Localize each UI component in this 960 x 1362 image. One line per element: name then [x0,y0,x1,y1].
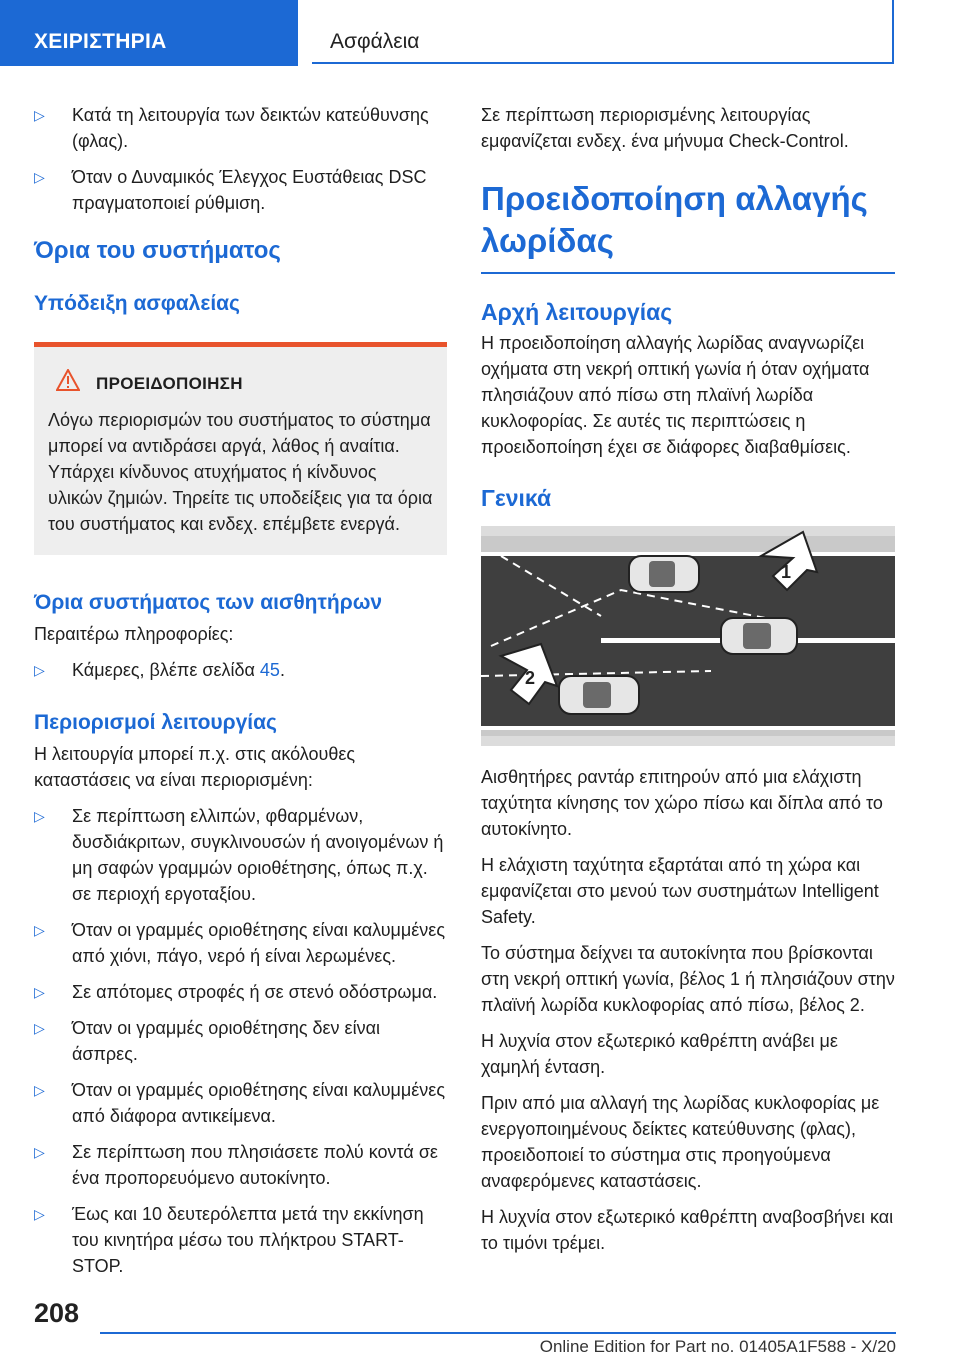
list-item [34,657,447,683]
intro-text: Σε περίπτωση περιορισμένης λειτουργίας εμφανίζεται ενδεχ. ένα μήνυμα Check-Control. [481,105,849,151]
left-column [34,102,447,1289]
footer-edition: Online Edition for Part no. 01405A1F588 - X/20 [539,1337,896,1356]
page-number: 208 [34,1298,80,1328]
paragraph: Το σύστημα δείχνει τα αυτοκίνητα που βρίσκονται στη νεκρή οπτική γωνία, βέλος 1 ή πλησιάζουν στην πλαϊνή λωρίδα κυκλοφορίας από πίσω, βέλος 2. [481,943,895,1015]
limits-heading: Όρια του συστήματος [34,237,281,264]
right-column [481,102,895,1266]
paragraph: Πριν από μια αλλαγή της λωρίδας κυκλοφορίας με ενεργοποιημένους δείκτες κατεύθυνσης (φλας), προειδοποιεί το σύστημα στις προηγούμενα αναφερόμενες καταστάσεις. [481,1093,880,1191]
sensor-limits-heading: Όρια συστήματος των αισθητήρων [34,591,383,614]
car-icon [629,556,699,592]
bullet-triangle-icon: ▷ [34,1144,45,1160]
list-item [34,1139,447,1191]
page-link[interactable]: 45 [259,660,280,680]
footer-divider [100,1332,896,1334]
paragraph: Η λυχνία στον εξωτερικό καθρέπτη αναβοσβήνει και το τιμόνι τρέμει. [481,1207,894,1253]
bullet-triangle-icon: ▷ [34,1082,45,1098]
list-item [34,917,447,969]
list-item [34,1077,447,1129]
list-item-text: Όταν οι γραμμές οριοθέτησης είναι καλυμμένες από διάφορα αντικείμενα. [72,1080,446,1126]
main-heading: Προειδοποίηση αλλαγής λωρίδας [481,178,895,274]
warning-text: Λόγω περιορισμών του συστήματος το σύστημα μπορεί να αντιδράσει αργά, λάθος ή αναίτια. Υπάρχει κίνδυνος ατυχήματος ή κίνδυνος υλικών ζημιών. Τηρείτε τις υποδείξεις για τα όρια του συστήματος και ενδεχ. επέμβετε ενεργά. [48,410,433,534]
list-item [34,1201,447,1279]
list-item-text: Σε απότομες στροφές ή σε στενό οδόστρωμα. [72,982,438,1002]
paragraph: Η ελάχιστη ταχύτητα εξαρτάται από τη χώρα και εμφανίζεται στο μενού των συστημάτων Intelligent Safety. [481,855,879,927]
header-section: ΧΕΙΡΙΣΤΗΡΙΑ [0,0,298,66]
general-heading: Γενικά [481,485,552,511]
warning-box [34,342,447,555]
list-item-text: Όταν ο Δυναμικός Έλεγχος Ευστάθειας DSC πραγματοποιεί ρύθμιση. [72,167,427,213]
list-item [34,803,447,907]
func-limits-heading: Περιορισμοί λειτουργίας [34,711,277,734]
bullet-triangle-icon: ▷ [34,169,45,185]
bullet-triangle-icon: ▷ [34,662,45,678]
header-chapter: Ασφάλεια [312,0,894,64]
list-item-text: Όταν οι γραμμές οριοθέτησης δεν είναι άσπρες. [72,1018,380,1064]
safety-note-heading: Υπόδειξη ασφαλείας [34,292,240,315]
func-limits-intro: Η λειτουργία μπορεί π.χ. στις ακόλουθες καταστάσεις να είναι περιορισμένη: [34,744,356,790]
list-item [34,102,447,154]
list-item [34,164,447,216]
bullet-triangle-icon: ▷ [34,922,45,938]
list-item-text: Κάμερες, βλέπε σελίδα 45. [72,660,285,680]
list-item-text: Σε περίπτωση που πλησιάσετε πολύ κοντά σε ένα προπορευόμενο αυτοκίνητο. [72,1142,438,1188]
paragraph: Αισθητήρες ραντάρ επιτηρούν από μια ελάχιστη ταχύτητα κίνησης τον χώρο πίσω και δίπλα από το αυτοκίνητο. [481,767,883,839]
warning-header [48,369,433,399]
paragraph: Η λυχνία στον εξωτερικό καθρέπτη ανάβει με χαμηλή ένταση. [481,1031,838,1077]
bullet-triangle-icon: ▷ [34,984,45,1000]
bullet-triangle-icon: ▷ [34,107,45,123]
principle-heading: Αρχή λειτουργίας [481,299,673,325]
more-info-text: Περαιτέρω πληροφορίες: [34,624,234,644]
warning-title: ΠΡΟΕΙΔΟΠΟΙΗΣΗ [96,374,243,393]
car-icon [721,618,797,654]
arrow-1-label: 1 [781,562,792,582]
lane-change-illustration [481,526,895,746]
list-item [34,979,447,1005]
warning-triangle-icon [48,369,96,399]
list-item-text: Σε περίπτωση ελλιπών, φθαρμένων, δυσδιάκριτων, συγκλινουσών ή ανοιγομένων ή μη σαφών γραμμών οριοθέτησης, όπως π.χ. σε περιοχή εργοταξίου. [72,806,444,904]
principle-text: Η προειδοποίηση αλλαγής λωρίδας αναγνωρίζει οχήματα στη νεκρή οπτική γωνία ή όταν οχήματα πλησιάζουν από πίσω στη πλαϊνή λωρίδα κυκλοφορίας. Σε αυτές τις περιπτώσεις η προειδοποίηση έχει σε διάφορες διαβαθμίσεις. [481,333,870,457]
bullet-triangle-icon: ▷ [34,808,45,824]
bullet-triangle-icon: ▷ [34,1206,45,1222]
list-item [34,1015,447,1067]
bullet-triangle-icon: ▷ [34,1020,45,1036]
car-icon [559,676,639,714]
list-item-text: Όταν οι γραμμές οριοθέτησης είναι καλυμμένες από χιόνι, πάγο, νερό ή είναι λερωμένες. [72,920,446,966]
list-item-text: Κατά τη λειτουργία των δεικτών κατεύθυνσης (φλας). [72,105,429,151]
arrow-2-label: 2 [525,668,536,688]
list-item-text: Έως και 10 δευτερόλεπτα μετά την εκκίνηση του κινητήρα μέσω του πλήκτρου START-STOP. [72,1204,424,1276]
